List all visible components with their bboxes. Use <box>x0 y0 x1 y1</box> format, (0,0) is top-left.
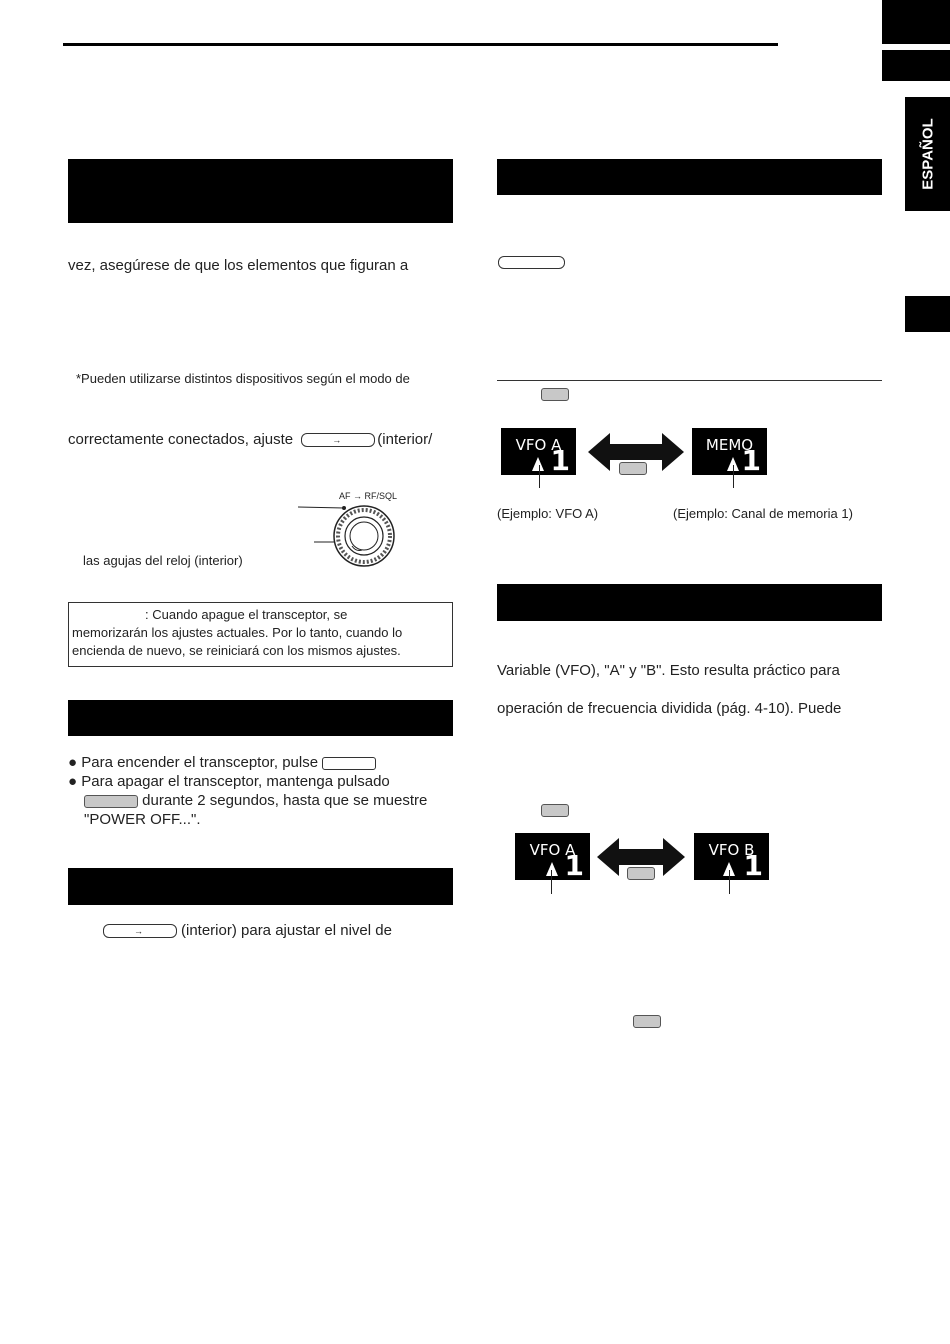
bullet-dot: ● <box>68 773 78 790</box>
bullet-power-off-text: Para apagar el transceptor, mantenga pulsado <box>81 773 390 790</box>
bullet-power-on <box>68 753 376 772</box>
power-off-cont-text: durante 2 segundos, hasta que se muestre <box>142 792 428 809</box>
power-off-continuation <box>84 791 427 810</box>
connected-line-text: correctamente conectados, ajuste <box>68 431 294 448</box>
knob-label: AF → RF/SQL <box>339 491 398 501</box>
af-knob-key <box>103 924 177 938</box>
footnote: *Pueden utilizarse distintos dispositivos según el modo de <box>76 371 410 386</box>
side-tab-top <box>882 0 950 44</box>
note-line-2: memorizarán los ajustes actuales. Por lo tanto, cuando lo <box>72 625 403 640</box>
bullet-power-off <box>68 772 390 791</box>
lcd-label: VFO A <box>515 436 562 454</box>
lcd-arrow-icon <box>546 862 558 876</box>
side-tab-second <box>882 50 950 81</box>
lcd-label: VFO A <box>529 841 576 859</box>
vm-key <box>541 388 569 401</box>
intro-line: vez, asegúrese de que los elementos que figuran a <box>68 257 409 274</box>
connected-line <box>68 430 432 449</box>
caption-memory: (Ejemplo: Canal de memoria 1) <box>673 506 853 521</box>
volume-line <box>103 921 392 940</box>
lcd-memo <box>692 428 767 475</box>
vm-key-icon <box>619 462 647 475</box>
vfo-line-1: Variable (VFO), "A" y "B". Esto resulta práctico para <box>497 662 840 679</box>
section-header-mode <box>497 159 882 195</box>
lcd-vfo-a-2 <box>515 833 590 880</box>
ab-key <box>633 1015 661 1028</box>
note-line-1: : Cuando apague el transceptor, se <box>145 607 348 622</box>
lcd-channel-number: 1 <box>550 444 570 477</box>
bullet-power-on-text: Para encender el transceptor, pulse <box>81 754 319 771</box>
lcd-label: VFO B <box>708 841 755 859</box>
clockwise-caption: las agujas del reloj (interior) <box>83 553 243 568</box>
callout-line <box>551 870 552 894</box>
bullet-dot: ● <box>68 754 78 771</box>
side-tab-chapter <box>905 296 950 332</box>
ab-key <box>541 804 569 817</box>
side-tab-language[interactable] <box>905 97 950 211</box>
power-key <box>84 795 138 808</box>
lcd-channel-number: 1 <box>741 444 761 477</box>
power-off-message: "POWER OFF...". <box>84 811 201 828</box>
power-key <box>322 757 376 770</box>
callout-line <box>539 465 540 488</box>
ab-key-icon <box>627 867 655 880</box>
lcd-vfo-b <box>694 833 769 880</box>
vfo-line-2: operación de frecuencia dividida (pág. 4-10). Puede <box>497 700 842 717</box>
lcd-label: MEMO <box>705 436 754 454</box>
lcd-channel-number: 1 <box>743 849 763 882</box>
af-rf-knob-key <box>301 433 375 447</box>
section-header-power <box>68 700 453 736</box>
section-header-before-use <box>68 159 453 223</box>
section-header-vfo <box>497 584 882 621</box>
lcd-channel-number: 1 <box>564 849 584 882</box>
header-rule <box>63 43 778 46</box>
connected-line-end: (interior/ <box>377 431 433 448</box>
note-box <box>68 602 453 667</box>
volume-line-text: (interior) para ajustar el nivel de <box>181 922 392 939</box>
vfo-mr-key <box>498 256 565 269</box>
section-header-volume <box>68 868 453 905</box>
lcd-arrow-icon <box>532 457 544 471</box>
side-tab-language-label: ESPAÑOL <box>919 118 936 190</box>
callout-line <box>733 465 734 488</box>
af-rf-knob-illustration <box>290 500 400 570</box>
note-line-3: encienda de nuevo, se reiniciará con los mismos ajustes. <box>72 643 401 658</box>
callout-line <box>729 870 730 894</box>
caption-vfo-a: (Ejemplo: VFO A) <box>497 506 599 521</box>
subsection-rule <box>497 380 882 381</box>
